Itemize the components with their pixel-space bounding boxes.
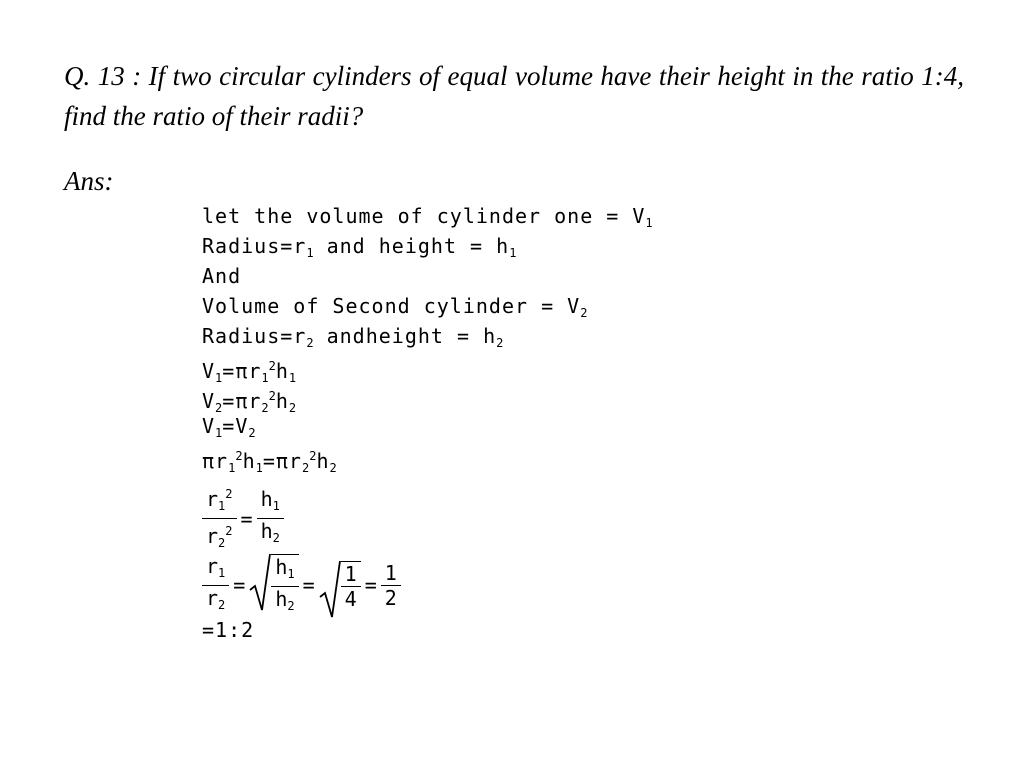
solution-line-1: let the volume of cylinder one = $V_1$ — [202, 204, 653, 230]
radical-sign-icon — [249, 552, 271, 612]
solution-line-12: =1:2 — [202, 618, 255, 642]
fraction-r-squared: $\frac{r_1^2}{r_2^2}$ — [202, 482, 237, 555]
solution-line-10: $\frac{r_1^2}{r_2^2}$ = $\frac{h_1}{h_2}$ — [202, 482, 284, 538]
solution-line-9: $\pi r_1^2h_1=\pi r_2^2h_2$ — [202, 449, 337, 475]
fraction-h: $\frac{h_1}{h_2}$ — [257, 487, 284, 550]
solution-line-7: $V_2=\pi r_2^2h_2$ — [202, 389, 297, 415]
answer-label: Ans: — [64, 166, 114, 196]
fraction-r: $\frac{r_1}{r_2}$ — [202, 554, 229, 617]
solution-line-3: And — [202, 264, 242, 288]
solution-line-11: $\frac{r_1}{r_2}$ = $\frac{h_1}{h_2}$ = $\frac{1}{4}$ = $\frac{1}{2}$ — [202, 552, 401, 616]
solution-line-8: $V_1=V_2$ — [202, 414, 256, 440]
solution-line-4: Volume of Second cylinder = $V_2$ — [202, 294, 588, 320]
question-text: Q. 13 : If two circular cylinders of equal volume have their height in the ratio 1:4, find the ratio of their radii? — [64, 61, 964, 131]
solution-line-6: $V_1=\pi r_1^2h_1$ — [202, 359, 297, 385]
sqrt-h-ratio: $\frac{h_1}{h_2}$ — [249, 552, 298, 618]
solution-line-2: $Radius=r_1$ and height = $h_1$ — [202, 234, 517, 260]
sqrt-quarter: $\frac{1}{4}$ — [319, 559, 361, 611]
solution-line-5: $Radius=r_2$ andheight = $h_2$ — [202, 324, 504, 350]
radical-sign-icon — [319, 559, 341, 619]
fraction-result: $\frac{1}{2}$ — [381, 561, 401, 610]
